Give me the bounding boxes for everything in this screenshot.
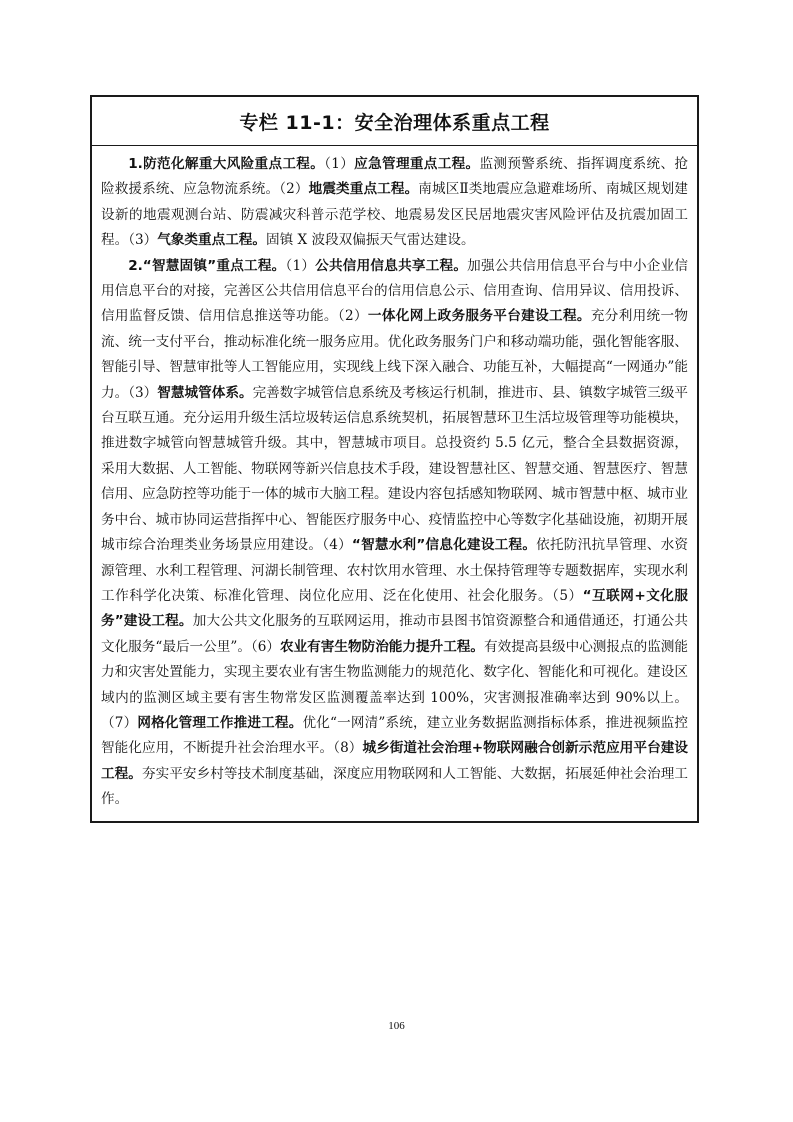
item-heading: “智慧水利”信息化建设工程。 [351, 537, 537, 554]
text-run: （1） [324, 156, 355, 172]
item-heading: 应急管理重点工程。 [354, 156, 480, 172]
page-number: 106 [388, 1020, 405, 1032]
item-heading: 2.“智慧固镇”重点工程。 [128, 257, 286, 274]
item-heading: 气象类重点工程。 [157, 232, 266, 249]
item-heading: 城乡街道社会治理+物联网融合创新示范应用平台建设工程。 [101, 740, 688, 782]
feature-box [90, 95, 699, 823]
item-heading: 一体化网上政务服务平台建设工程。 [367, 308, 591, 325]
paragraph-2 [101, 254, 688, 813]
text-run: 监测预警系统、指挥调度系统、抢险救援系统、应急物流系统。（2） [101, 156, 688, 198]
item-heading: “互联网+文化服务”建设工程。 [101, 587, 688, 630]
item-heading: 1.防范化解重大风险重点工程。 [128, 156, 325, 172]
item-heading: 农业有害生物防治能力提升工程。 [279, 638, 484, 655]
item-heading: 智慧城管体系。 [157, 384, 253, 401]
text-run: 依托防汛抗旱管理、水资源管理、水利工程管理、河湖长制管理、农村饮用水管理、水土保持管理等专题数据库，实现水利工作科学化决策、标准化管理、岗位化应用、泛在化使用、社会化服务。（5） [101, 537, 688, 604]
box-body [92, 146, 697, 821]
text-run: 优化“一网清”系统，建立业务数据监测指标体系，推进视频监控智能化应用，不断提升社会治理水平。（8） [101, 714, 689, 757]
text-run: 完善数字城管信息系统及考核运行机制，推进市、县、镇数字城管三级平台互联互通。充分运用升级生活垃圾转运信息系统契机，拓展智慧环卫生活垃圾管理等功能模块，推进数字城管向智慧城管升级。其中，智慧城市项目。总投资约 5.5 亿元，整合全县数据资源，采用大数据、人工智能、物联网等新兴信息技术手段，建设智慧社区、智慧交通、智慧医疗、智慧信用、应急防控等功能于一体的城市大脑工程。建设内容包括感知物联网、城市智慧中枢、城市业务中台、城市协同运营指挥中心、智能医疗服务中心、疫情监控中心等数字化基础设施，初期开展城市综合治理类业务场景应用建设。（4） [101, 384, 688, 554]
item-heading: 公共信用信息共享工程。 [315, 257, 468, 274]
text-run: 加强公共信用信息平台与中小企业信用信息平台的对接，完善区公共信用信息平台的信用信息公示、信用查询、信用异议、信用投诉、信用监督反馈、信用信息推送等功能。（2） [101, 257, 688, 325]
text-run: 南城区Ⅱ类地震应急避难场所、南城区规划建设新的地震观测台站、防震减灾科普示范学校、地震易发区民居地震灾害风险评估及抗震加固工程。（3） [101, 181, 688, 249]
text-run: 充分利用统一物流、统一支付平台，推动标准化统一服务应用。优化政务服务门户和移动端功能，强化智能客服、智能引导、智慧审批等人工智能应用，实现线上线下深入融合、功能互补，大幅提高“一网通办”能力。（3） [101, 308, 689, 401]
box-title: 专栏 11-1：安全治理体系重点工程 [92, 97, 697, 146]
text-run: （1） [285, 257, 316, 274]
text-run: 有效提高县级中心测报点的监测能力和灾害处置能力，实现主要农业有害生物监测能力的规范化、数字化、智能化和可视化。建设区域内的监测区域主要有害生物常发区监测覆盖率达到 100%，灾害测报准确率达到 90%以上。（7） [101, 638, 689, 731]
text-run: 加大公共文化服务的互联网运用，推动市县图书馆资源整合和通借通还，打通公共文化服务“最后一公里”。（6） [101, 613, 688, 655]
text-run: 固镇 X 波段双偏振天气雷达建设。 [265, 232, 475, 249]
text-run: 夯实平安乡村等技术制度基础，深度应用物联网和人工智能、大数据，拓展延伸社会治理工作。 [101, 765, 689, 808]
paragraph-1 [101, 152, 688, 254]
item-heading: 网格化管理工作推进工程。 [137, 714, 303, 731]
item-heading: 地震类重点工程。 [308, 181, 419, 198]
